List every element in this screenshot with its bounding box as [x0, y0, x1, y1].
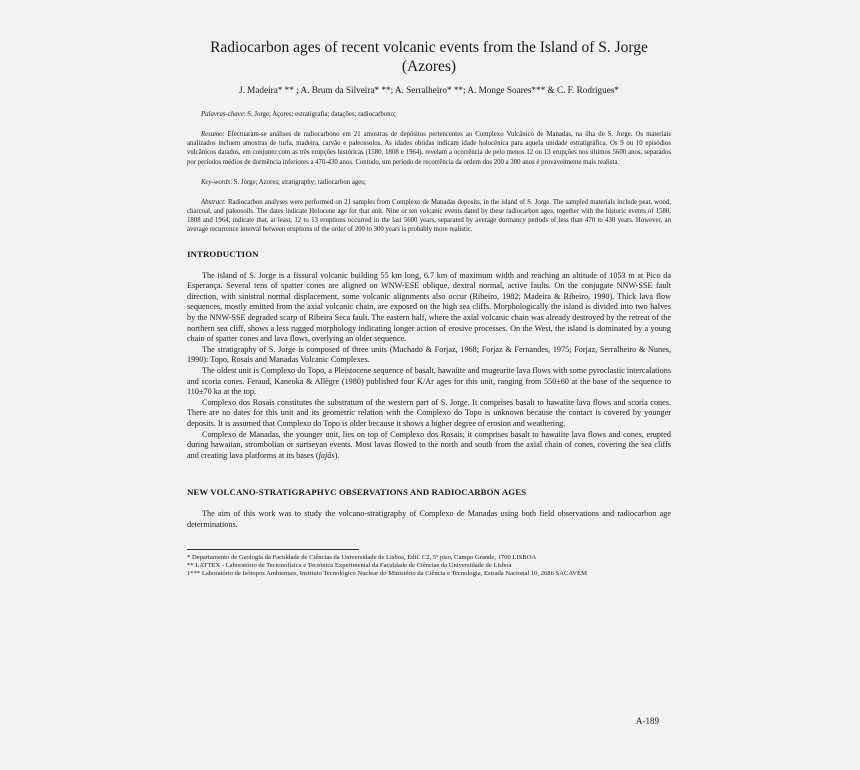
author-list: J. Madeira* ** ; A. Brum da Silveira* **; A. Serralheiro* **; A. Monge Soares*** & C. F. Rodrigues*: [239, 85, 619, 95]
page-number: A-189: [636, 716, 659, 726]
intro-paragraph-5: [187, 430, 671, 462]
new-paragraph-1: The aim of this work was to study the volcano-stratigraphy of Complexo de Manadas using both field observations and radiocarbon age determinations.: [187, 509, 671, 529]
intro-paragraph-3: The oldest unit is Complexo do Topo, a Pleistocene sequence of basalt, hawaiite and mugearite lava flows with some pyroclastic intercalations and scoria cones. Feraud, Kaneoka & Allègre (1980) published four K/Ar ages for this unit, ranging from 550±60 at the base of the sequence to 110±70 ka at the top.: [187, 365, 671, 397]
intro-p5-end: ).: [334, 450, 340, 460]
resumo: [187, 130, 671, 167]
keywords-label: Key-words: [201, 178, 231, 186]
paper-title: Radiocarbon ages of recent volcanic events from the Island of S. Jorge (Azores): [210, 39, 648, 75]
resumo-text: : Efectuaram-se análises de radiocarbono em 21 amostras de depósitos pertencentes ao Complexo Vulcânico de Manadas, na ilha de S. Jorge. Os materiais analizados incluem amostras de turfa, madeira, carvão e paleossolos. As idades obtidas indicam idade holocénica para aquela unidade estratigráfica. Os 9 ou 10 episódios vulcânicos datados, em conjunto com as três erupções históricas (1580, 1808 e 1964), revelam a ocorrência de pelo menos 12 ou 13 erupções nos últimos 5600 anos, separados por períodos médios de dormência inferiores a 470-430 anos. Contudo, um período de recorrência da ordem dos 200 a 300 anos é provavelmente mais realista.: [187, 131, 671, 166]
footnote-1: * Departamento de Geologia da Faculdade de Ciências da Universidade de Lisboa, Edif. C2, 5º piso, Campo Grande, 1700 LISBOA: [187, 553, 537, 561]
resumo-label: Resumo: [201, 131, 223, 138]
abstract-text: : Radiocarbon analyses were performed on 21 samples from Complexo de Manadas deposits, in the island of S. Jorge. The sampled materials include peat, wood, charcoal, and paleosoils. The dates indicate Holocene age for that unit. Nine or ten volcanic events dated by these radiocarbon ages, together with the historic events of 1580, 1808 and 1964, indicate that, at least, 12 to 13 eruptions occurred in the last 5600 years, separated by average dormancy periods of less than 470 to 430 years. However, an average recurrence interval between eruptions of the order of 200 to 300 years is probably more realistic.: [187, 198, 671, 234]
intro-paragraph-2: The stratigraphy of S. Jorge is composed of three units (Machado & Forjaz, 1968; Forjaz & Fernandes, 1975; Forjaz, Serralheiro & Nunes, 1990): Topo, Rosais and Manadas Volcanic Complexes.: [187, 344, 671, 365]
abstract: [187, 198, 671, 235]
palavras-chave-text: : S. Jorge; Açores; estratigrafia; datações; radiocarbono;: [243, 111, 396, 118]
palavras-chave-label: Palavras-chave: [201, 111, 244, 118]
keywords-text: : S. Jorge; Azores; stratigraphy; radiocarbon ages;: [230, 178, 366, 186]
palavras-chave: [187, 110, 671, 119]
footnote-divider: [187, 549, 359, 550]
heading-introduction: INTRODUCTION: [187, 248, 259, 259]
intro-paragraph-4: Complexo dos Rosais constitutes the substratum of the western part of S. Jorge. It comprises basalt to hawaiite lava flows and scoria cones. There are no dates for this unit and its geometric relation with the Complexo do Topo is unknown because the contact is covered by younger deposits. It is assumed that Complexo do Topo is older because it shows a higher degree of erosion and weathering.: [187, 397, 671, 428]
page-content: [187, 38, 671, 579]
intro-p5-italic: fajãs: [318, 450, 335, 460]
intro-paragraph-1: The island of S. Jorge is a fissural volcanic building 55 km long, 6.7 km of maximum width and reaching an altitude of 1053 m at Pico da Esperança. Several tens of spatter cones are aligned on WNW-ESE oblique, dextral normal, active faults. On the conjugate NNW-SSE fault direction, with sinistral normal displacement, some volcanic alignments also occur (Ribeiro, 1982; Madeira & Ribeiro, 1990). Thick lava flow sequences, mostly emitted from the axial volcanic chain, are exposed on the high sea cliffs. Morphologically the island is divided into two halves by the NNW-SSE degraded scarp of Ribeira Seca fault. The eastern half, where the axial volcanic chain was already destroyed by the retreat of the northern sea cliff, shows a less rugged morphology indicating longer action of erosive processes. On the West, the island is dominated by a young chain of spatter cones and lava flows, overlying an older sequence.: [187, 270, 671, 344]
keywords: [187, 178, 671, 187]
footnote-3: 1*** Laboratório de Isótopos Ambientais, Instituto Tecnológico Nuclear do Ministério da Ciência e Tecnologia, Estrada Nacional 10, 2686 SACAVÉM: [187, 570, 587, 578]
footnote-2: ** LATTEX - Laboratório de Tectonofísica e Tectónica Experimental da Faculdade de Ciências da Universidade de Lisboa: [187, 561, 512, 569]
abstract-label: Abstract: [201, 198, 225, 206]
intro-p5-text: Complexo de Manadas, the younger unit, lies on top of Complexo dos Rosais; it comprises basalt to hawaiite lava flows and cones, erupted during hawaiian, strombolian or surtseyan events. Most lavas flowed to the north and south from the axial chain of cones, covering the sea cliffs and creating lava platforms at its bases (: [187, 429, 671, 460]
heading-new-observations: NEW VOLCANO-STRATIGRAPHYC OBSERVATIONS AND RADIOCARBON AGES: [187, 487, 527, 498]
